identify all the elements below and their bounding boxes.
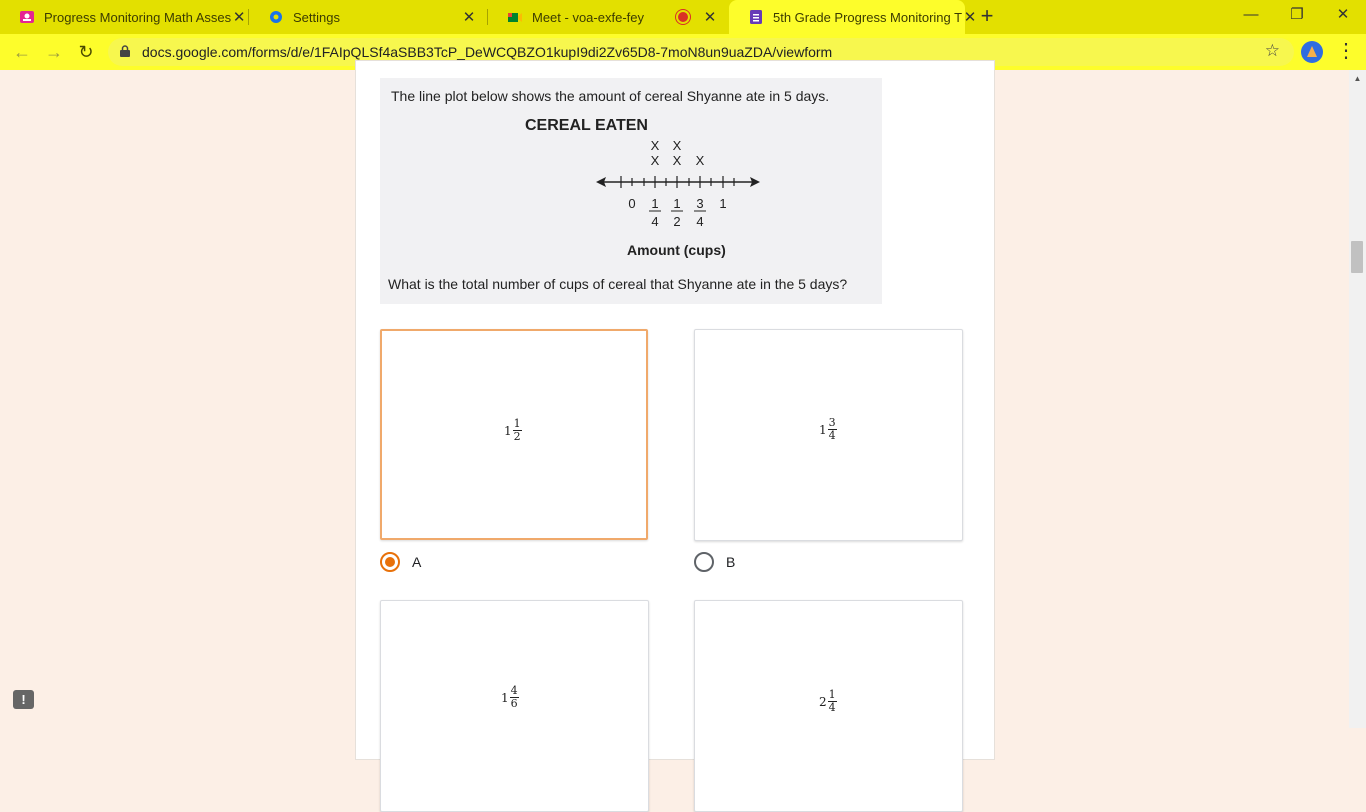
- option-c-fraction: 1 $\frac{4}{6}$: [501, 684, 518, 710]
- tick-label-threequarter-den: 4: [696, 214, 704, 229]
- recording-indicator: [678, 12, 688, 22]
- tick-label-threequarter-num: 3: [696, 196, 704, 211]
- tick-label-0: 0: [628, 196, 636, 211]
- plot-mark: X: [672, 138, 682, 153]
- option-d-fraction: 2 $\frac{1}{4}$: [819, 688, 836, 714]
- tick-label-1: 1: [719, 196, 727, 211]
- close-window-button[interactable]: ✕: [1336, 6, 1350, 23]
- option-b-label: B: [726, 554, 736, 570]
- line-plot: [590, 140, 770, 236]
- question-image: [380, 78, 882, 304]
- plot-mark: X: [650, 153, 660, 168]
- option-d-image[interactable]: [694, 600, 963, 812]
- forms-icon: [748, 9, 764, 25]
- option-a-image[interactable]: [380, 329, 648, 540]
- vertical-scrollbar[interactable]: [1349, 70, 1366, 728]
- option-b-radio[interactable]: [694, 552, 714, 572]
- minimize-button[interactable]: —: [1243, 6, 1259, 23]
- close-icon[interactable]: ✕: [703, 9, 717, 26]
- feedback-icon[interactable]: !: [13, 690, 34, 709]
- bookmark-star-icon[interactable]: ☆: [1264, 41, 1280, 60]
- option-a-fraction: 1 $\frac{1}{2}$: [504, 417, 521, 443]
- restore-button[interactable]: ❐: [1290, 6, 1304, 23]
- forward-button[interactable]: →: [45, 42, 63, 62]
- classroom-icon: [19, 9, 35, 25]
- tick-label-quarter-num: 1: [651, 196, 659, 211]
- option-a-label: A: [412, 554, 422, 570]
- back-button[interactable]: ←: [13, 42, 31, 62]
- option-b-fraction: 1 $\frac{3}{4}$: [819, 416, 836, 442]
- option-b-image[interactable]: [694, 329, 963, 541]
- plot-mark: X: [650, 138, 660, 153]
- meet-icon: [507, 9, 523, 25]
- tab-forms[interactable]: [729, 0, 977, 34]
- lock-icon: [120, 45, 130, 57]
- close-icon[interactable]: ✕: [963, 9, 977, 26]
- profile-avatar[interactable]: [1301, 41, 1323, 63]
- scroll-up-arrow-icon[interactable]: ▲: [1353, 74, 1362, 83]
- menu-icon[interactable]: ⋮: [1336, 40, 1356, 62]
- gear-icon: [268, 9, 284, 25]
- plot-mark: X: [672, 153, 682, 168]
- tick-label-quarter-den: 4: [651, 214, 659, 229]
- new-tab-button[interactable]: +: [980, 3, 994, 28]
- tab-progress-monitoring[interactable]: [0, 0, 248, 34]
- close-icon[interactable]: ✕: [462, 9, 476, 26]
- tab-title: Meet - voa-exfe-fey: [532, 9, 644, 25]
- tab-title: Progress Monitoring Math Asses: [44, 9, 232, 25]
- plot-mark: X: [695, 153, 705, 168]
- tick-label-half-den: 2: [673, 214, 681, 229]
- scroll-thumb[interactable]: [1351, 241, 1363, 273]
- plot-title: CEREAL EATEN: [525, 117, 648, 134]
- axis-label: Amount (cups): [627, 242, 726, 258]
- tab-title: Settings: [293, 9, 340, 25]
- tab-settings[interactable]: [249, 0, 487, 34]
- reload-button[interactable]: ↻: [78, 42, 94, 62]
- tick-label-half-num: 1: [673, 196, 681, 211]
- url-text: docs.google.com/forms/d/e/1FAIpQLSf4aSBB3TcP_DeWCQBZO1kupI9di2Zv65D8-7moN8un9uaZDA/viewform: [142, 44, 833, 60]
- page-content: [0, 70, 1366, 728]
- question-intro: The line plot below shows the amount of cereal Shyanne ate in 5 days.: [391, 88, 830, 104]
- tab-strip: [0, 0, 1366, 34]
- option-c-image[interactable]: [380, 600, 649, 812]
- close-icon[interactable]: ✕: [232, 9, 246, 26]
- tab-meet[interactable]: [488, 0, 728, 34]
- question-prompt: What is the total number of cups of cereal that Shyanne ate in the 5 days?: [388, 276, 848, 292]
- tab-title: 5th Grade Progress Monitoring T: [773, 9, 963, 25]
- option-a-radio[interactable]: [380, 552, 400, 572]
